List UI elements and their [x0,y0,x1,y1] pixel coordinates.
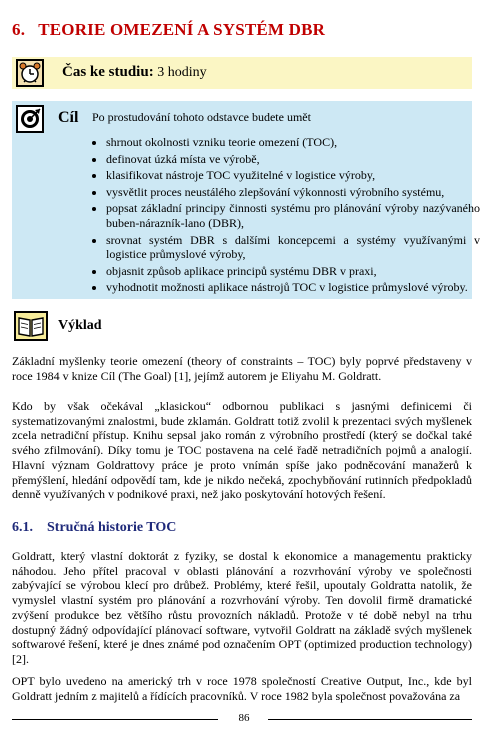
list-item: • objasnit způsob aplikace principů systému DBR v praxi, [106,264,480,279]
section-heading [12,520,176,536]
paragraph-intro: Základní myšlenky teorie omezení (theory of constraints – TOC) byly poprvé představeny v roce 1984 v knize Cíl (The Goal) [1], jejímž autorem je Eliyahu M. Goldratt. [12,354,472,383]
paragraph-goldratt-approach: Kdo by však očekával „klasickou“ odbornou publikaci s jasnými definicemi či systematizovanými znalostmi, bude zklamán. Goldratt totiž zvolil k prezentaci svých myšlenek zcela netradiční přístup. Knihu sepsal jako román z výrobního prostředí (který se dočkal také svého zfilmování). Díky tomu je TOC postavena na celé řadě netradičních pojmů a analogií. Hlavní význam Goldrattovy práce je proto vnímán spíše jako podněcování manažerů k přemýšlení, hledání odpovědí tam, kde je nikdo nečeká, zpochybňování rutinních předpokladů denně využívaných v podnikové praxi, než jako poskytování hotových řešení. [12,399,472,502]
study-time-box [12,57,472,89]
list-item: • vyhodnotit možnosti aplikace nástrojů TOC v logistice průmyslové výroby. [106,280,480,295]
page-number: 86 [238,712,250,724]
study-time-value: 3 hodiny [157,65,207,80]
section-title: Stručná historie TOC [47,520,177,535]
list-item: • vysvětlit proces neustálého zlepšování výkonnosti výrobního systému, [106,185,480,200]
goal-intro: Po prostudování tohoto odstavce budete umět [92,110,311,124]
paragraph-opt: OPT bylo uvedeno na americký trh v roce 1978 společností Creative Output, Inc., kde byl Goldratt jedním z majitelů a řídících pracovníků. V roce 1982 byla společnost považována za [12,674,472,703]
list-item: • srovnat systém DBR s dalšími koncepcemi a systémy využívanými v logistice průmyslové výroby, [106,233,480,262]
goal-box [12,101,480,299]
study-time-label: Čas ke studiu: [62,64,154,80]
chapter-title: TEORIE OMEZENÍ A SYSTÉM DBR [38,20,326,39]
section-number: 6.1. [12,520,33,535]
goal-list [92,135,480,297]
target-icon [16,105,44,133]
open-book-icon [14,311,48,341]
footer-rule-right [268,719,472,720]
list-item: • klasifikovat nástroje TOC využitelné v logistice výroby, [106,168,480,183]
study-time [62,64,207,81]
footer-rule-left [12,719,218,720]
explain-label: Výklad [58,318,102,333]
chapter-heading [12,20,325,40]
list-item: • popsat základní principy činnosti systému pro plánování výroby nazývaného buben-nárazník-lano (DBR), [106,201,480,230]
list-item: • definovat úzká místa ve výrobě, [106,152,480,167]
paragraph-history: Goldratt, který vlastní doktorát z fyziky, se dostal k ekonomice a managementu prakticky náhodou. Jeho přítel pracoval v oblasti plánování a rozvrhování výroby ve společnosti zabývající se výrobou klecí pro drůbež. Problémy, které řešil, upoutaly Goldratta natolik, že vymyslel vlastní systém pro plánování a rozvrhování výroby. Ten dovolil firmě dramatické zvýšení produkce bez většího růstu provozních nákladů. Protože v té době nebyl na trhu dostupný žádný odpovídající plánovací software, vytvořil Goldratt na základě svých myšlenek softwarové řešení, které je dnes známé pod označením OPT (optimized production technology) [2]. [12,549,472,666]
goal-label: Cíl [58,109,79,126]
list-item: • shrnout okolnosti vzniku teorie omezení (TOC), [106,135,480,150]
chapter-number: 6. [12,20,26,39]
alarm-clock-icon [16,59,44,87]
